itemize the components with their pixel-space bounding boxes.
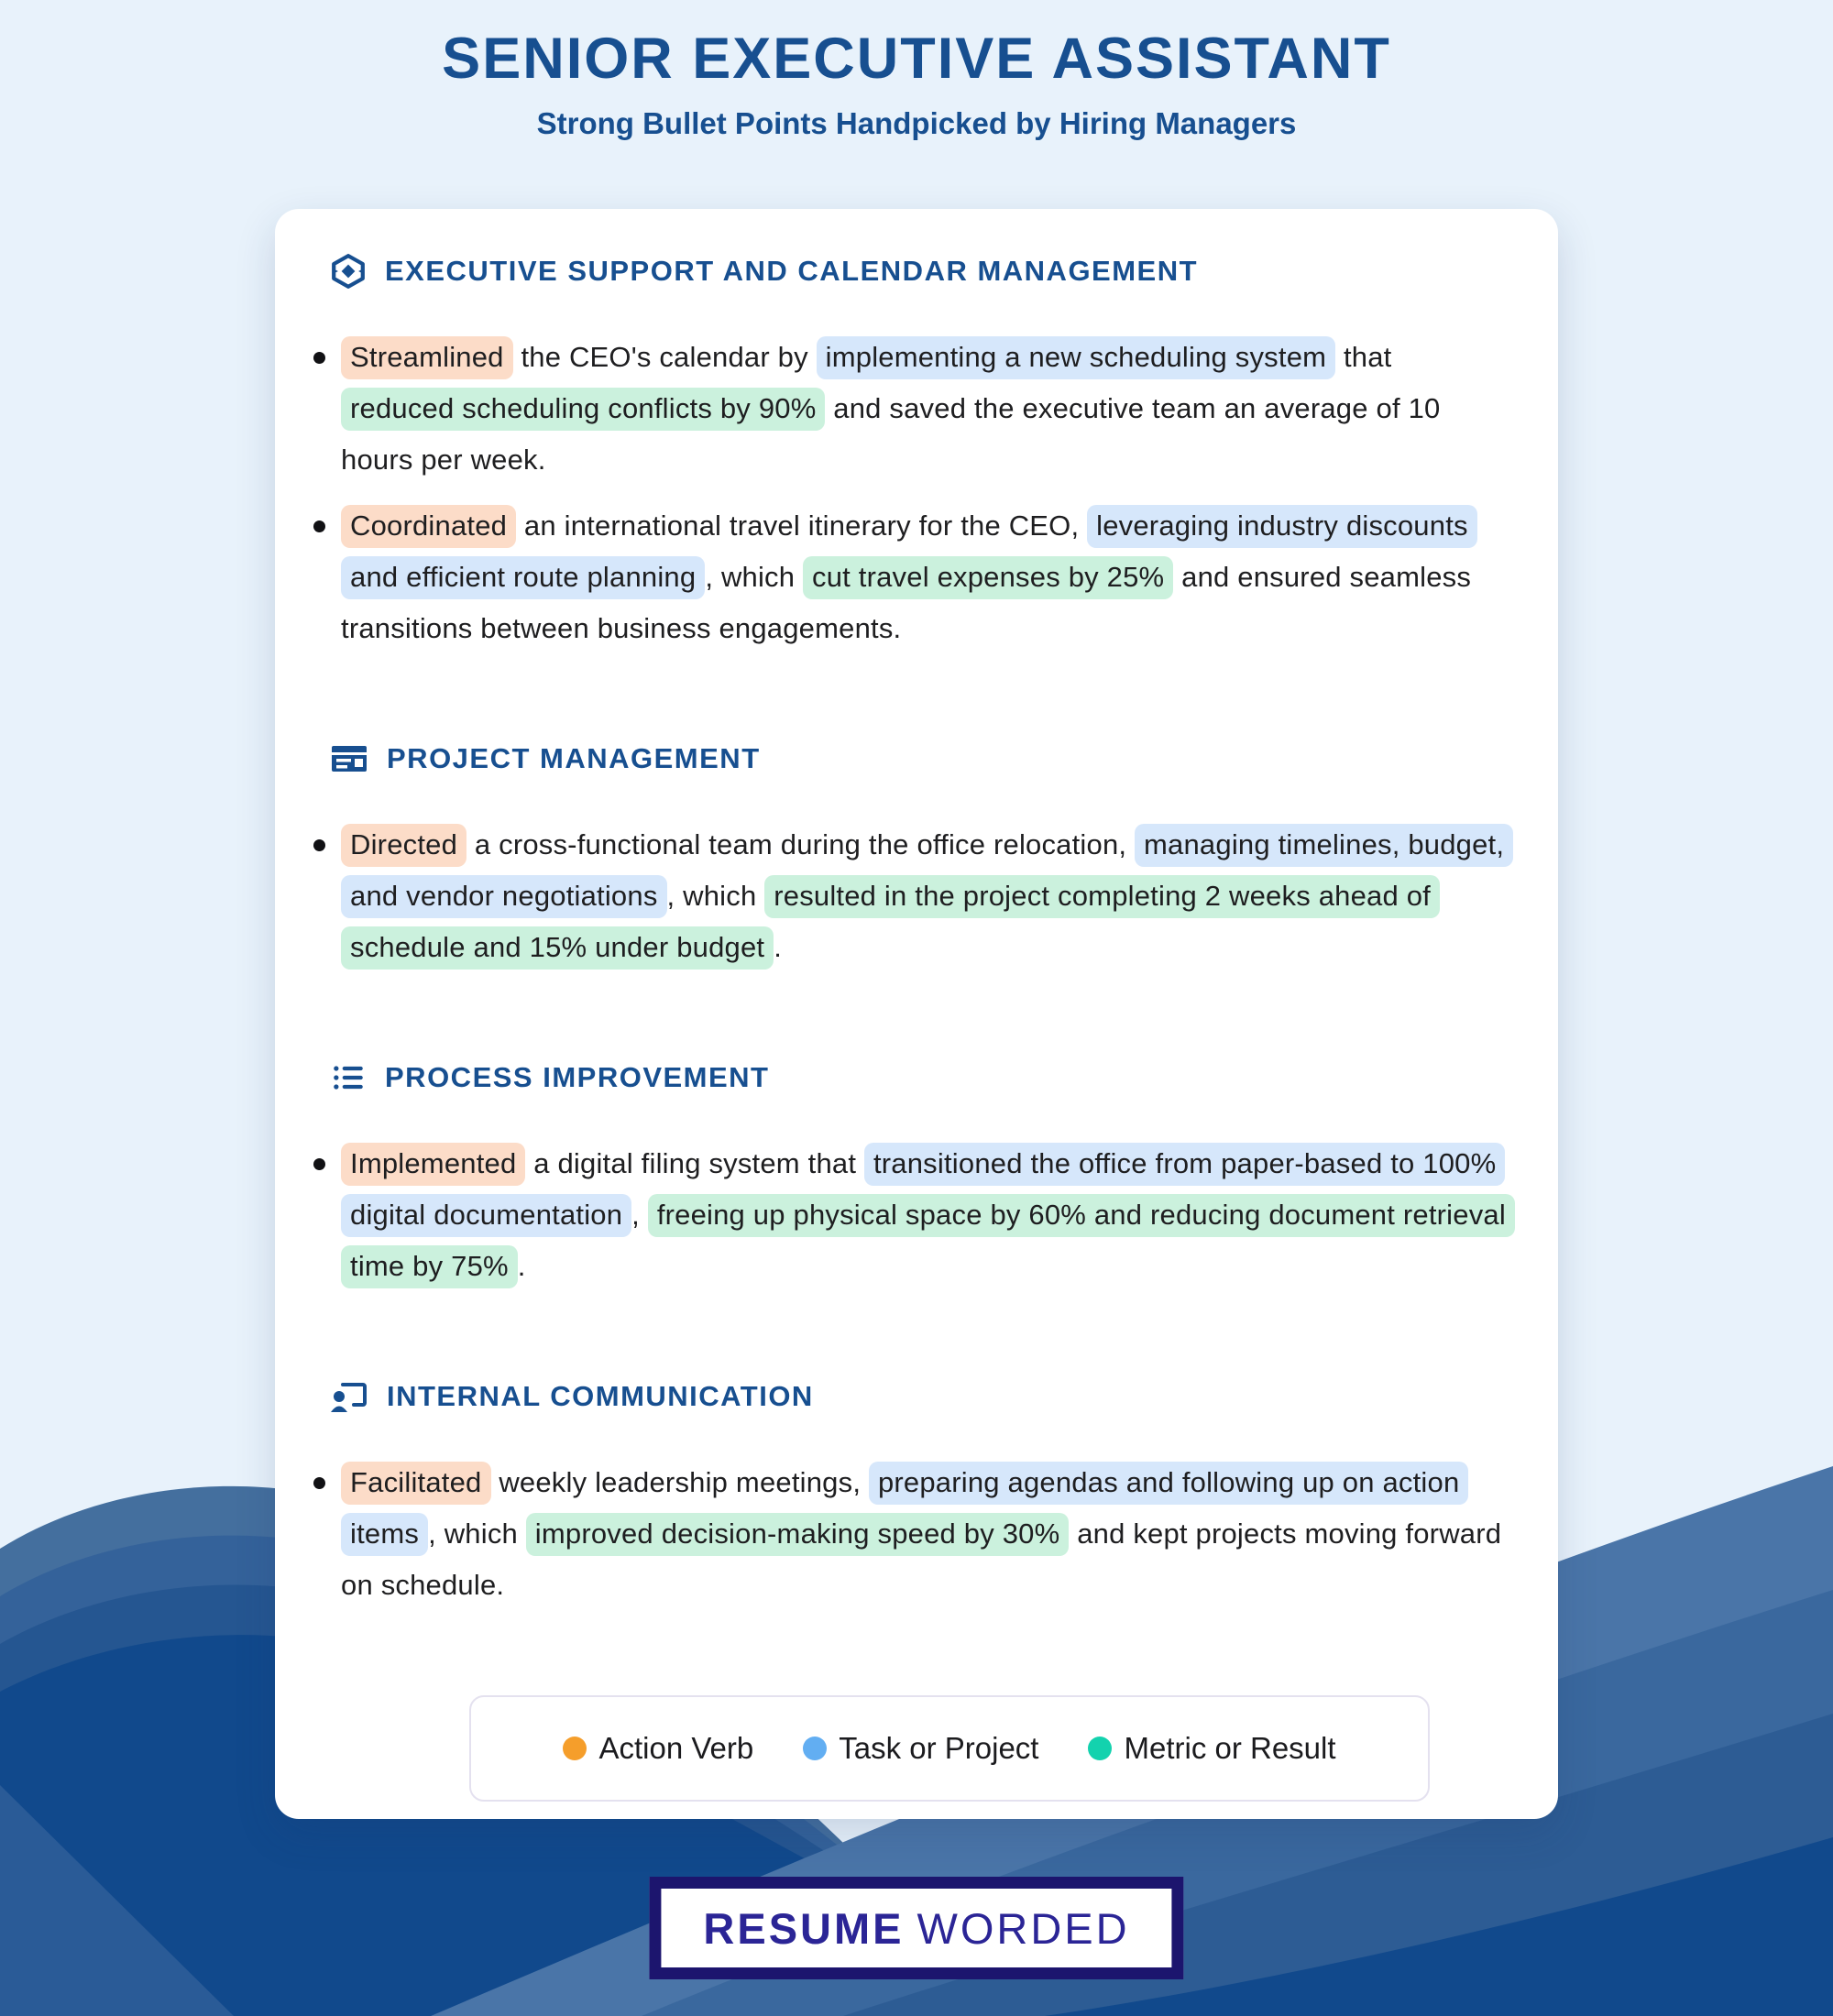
bullet-dot xyxy=(313,520,325,532)
plain-text: , which xyxy=(705,561,804,593)
section-process-improvement xyxy=(308,1057,1514,1292)
bullet-item xyxy=(308,332,1514,486)
metric-highlight: improved decision-making speed by 30% xyxy=(526,1513,1070,1556)
box-icon xyxy=(330,253,367,290)
bullet-text xyxy=(341,332,1510,486)
legend-label: Metric or Result xyxy=(1124,1731,1336,1765)
bullet-item xyxy=(308,819,1514,973)
metric-highlight: resulted in the project completing 2 weeks ahead of schedule and 15% under budget xyxy=(341,875,1440,970)
resume-worded-logo xyxy=(649,1877,1183,1979)
section-header xyxy=(330,739,1514,779)
action-verb-highlight: Coordinated xyxy=(341,505,516,548)
sections-container xyxy=(308,251,1514,1611)
logo-text-bold: RESUME xyxy=(703,1903,905,1953)
content-card xyxy=(275,209,1558,1819)
plain-text: an international travel itinerary for the CEO, xyxy=(516,509,1088,542)
task-highlight: leveraging industry discounts and efficient route planning xyxy=(341,505,1477,599)
section-project-management xyxy=(308,739,1514,973)
page-subtitle: Strong Bullet Points Handpicked by Hiring Managers xyxy=(536,106,1297,140)
legend-item-metric xyxy=(1088,1731,1335,1766)
bullet-text xyxy=(341,819,1510,973)
legend-item-action xyxy=(563,1731,753,1766)
section-header xyxy=(330,1057,1514,1098)
bullet-text xyxy=(341,500,1510,654)
page-title: SENIOR EXECUTIVE ASSISTANT xyxy=(442,27,1391,91)
section-title: EXECUTIVE SUPPORT AND CALENDAR MANAGEMENT xyxy=(385,255,1199,287)
metric-highlight: freeing up physical space by 60% and reducing document retrieval time by 75% xyxy=(341,1194,1515,1288)
list-icon xyxy=(330,1059,367,1096)
bullet-dot xyxy=(313,352,325,364)
plain-text: . xyxy=(774,931,783,963)
bullet-text xyxy=(341,1457,1510,1611)
section-title: INTERNAL COMMUNICATION xyxy=(387,1380,814,1412)
metric-color-dot xyxy=(1088,1737,1112,1760)
plain-text: weekly leadership meetings, xyxy=(490,1466,869,1498)
section-executive-support-and-calendar-management xyxy=(308,251,1514,654)
plain-text: , which xyxy=(666,880,765,912)
plain-text: and saved the executive team an average of 10 hours per week. xyxy=(341,392,1441,476)
metric-highlight: cut travel expenses by 25% xyxy=(803,556,1173,599)
bullet-dot xyxy=(313,839,325,851)
section-title: PROCESS IMPROVEMENT xyxy=(385,1061,770,1093)
bullet-item xyxy=(308,1457,1514,1611)
section-title: PROJECT MANAGEMENT xyxy=(387,742,761,774)
highlight-legend xyxy=(469,1695,1430,1802)
logo-text-light: WORDED xyxy=(916,1903,1130,1953)
section-header xyxy=(330,251,1514,291)
legend-item-task xyxy=(803,1731,1038,1766)
task-highlight: managing timelines, budget, and vendor negotiations xyxy=(341,824,1513,918)
task-color-dot xyxy=(803,1737,827,1760)
legend-label: Action Verb xyxy=(598,1731,754,1765)
plain-text: , xyxy=(631,1199,648,1231)
task-highlight: preparing agendas and following up on action items xyxy=(341,1462,1468,1556)
legend-label: Task or Project xyxy=(839,1731,1039,1765)
plain-text: and kept projects moving forward on schedule. xyxy=(341,1517,1502,1601)
action-color-dot xyxy=(563,1737,587,1760)
section-header xyxy=(330,1376,1514,1417)
bullet-dot xyxy=(313,1477,325,1489)
bullet-item xyxy=(308,500,1514,654)
task-highlight: transitioned the office from paper-based to 100% digital documentation xyxy=(341,1143,1505,1237)
bullet-item xyxy=(308,1138,1514,1292)
card-list-icon xyxy=(330,740,368,777)
action-verb-highlight: Implemented xyxy=(341,1143,525,1186)
person-screen-icon xyxy=(330,1378,368,1415)
plain-text: that xyxy=(1335,341,1392,373)
plain-text: , which xyxy=(428,1517,526,1550)
bullet-dot xyxy=(313,1158,325,1170)
action-verb-highlight: Streamlined xyxy=(341,336,513,379)
task-highlight: implementing a new scheduling system xyxy=(817,336,1336,379)
action-verb-highlight: Facilitated xyxy=(341,1462,491,1505)
plain-text: a digital filing system that xyxy=(525,1147,864,1179)
metric-highlight: reduced scheduling conflicts by 90% xyxy=(341,388,825,431)
section-internal-communication xyxy=(308,1376,1514,1611)
plain-text: and ensured seamless transitions between business engagements. xyxy=(341,561,1472,644)
plain-text: the CEO's calendar by xyxy=(512,341,817,373)
plain-text: a cross-functional team during the office relocation, xyxy=(466,828,1136,860)
plain-text: . xyxy=(517,1250,526,1282)
bullet-text xyxy=(341,1138,1510,1292)
action-verb-highlight: Directed xyxy=(341,824,466,867)
